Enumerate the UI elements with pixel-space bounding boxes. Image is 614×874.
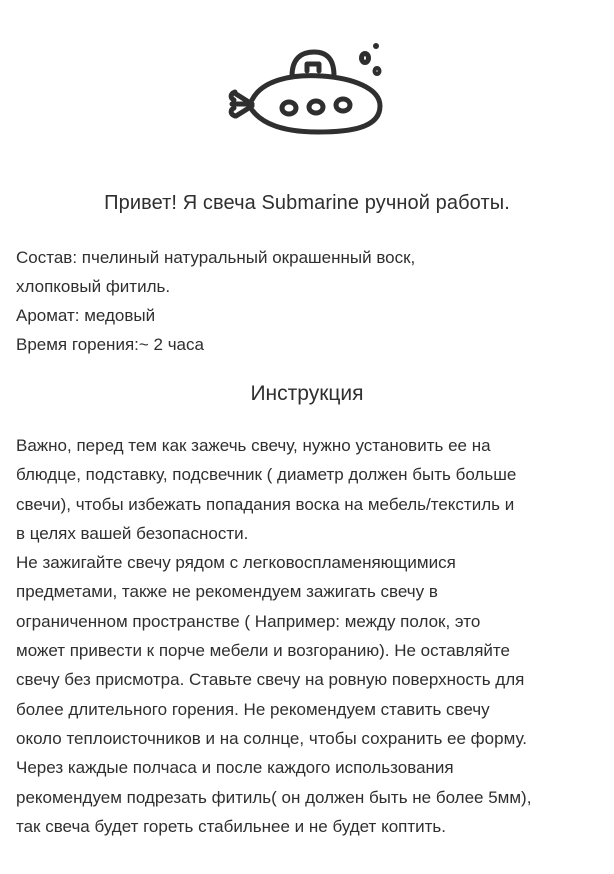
submarine-icon (222, 38, 392, 138)
text-line: рекомендуем подрезать фитиль( он должен быть не более 5мм), (16, 787, 532, 807)
text-line: может привести к порче мебели и возгоранию). Не оставляйте (16, 641, 510, 661)
text-line: блюдце, подставку, подсвечник ( диаметр должен быть больше (16, 465, 517, 485)
text-line: свечи), чтобы избежать попадания воска на мебель/текстиль и (16, 494, 515, 514)
text-line: ограниченном пространстве ( Например: между полок, это (16, 611, 481, 631)
text-line: Не зажигайте свечу рядом с легковоспламеняющимися (16, 553, 456, 573)
text-line: свечу без присмотра. Ставьте свечу на ровную поверхность для (16, 670, 525, 690)
spec-aroma: Аромат: медовый (16, 306, 156, 325)
text-line: предметами, также не рекомендуем зажигать свечу в (16, 582, 438, 602)
spec-burn-time: Время горения:~ 2 часа (16, 335, 204, 354)
specs-block (16, 243, 606, 359)
text-line: более длительного горения. Не рекомендуем ставить свечу (16, 699, 490, 719)
section-title: Инструкция (250, 382, 364, 405)
instruction-text (16, 431, 608, 841)
text-line: в целях вашей безопасности. (16, 523, 249, 543)
text-line: Важно, перед тем как зажечь свечу, нужно установить ее на (16, 436, 491, 455)
page-title: Привет! Я свеча Submarine ручной работы. (104, 192, 510, 214)
spec-composition: Состав: пчелиный натуральный окрашенный воск, (16, 248, 416, 267)
spec-composition-continued: хлопковый фитиль. (16, 277, 171, 296)
text-line: Через каждые полчаса и после каждого использования (16, 758, 454, 778)
text-line: так свеча будет гореть стабильнее и не будет коптить. (16, 816, 447, 836)
text-line: около теплоисточников и на солнце, чтобы сохранить ее форму. (16, 728, 527, 748)
